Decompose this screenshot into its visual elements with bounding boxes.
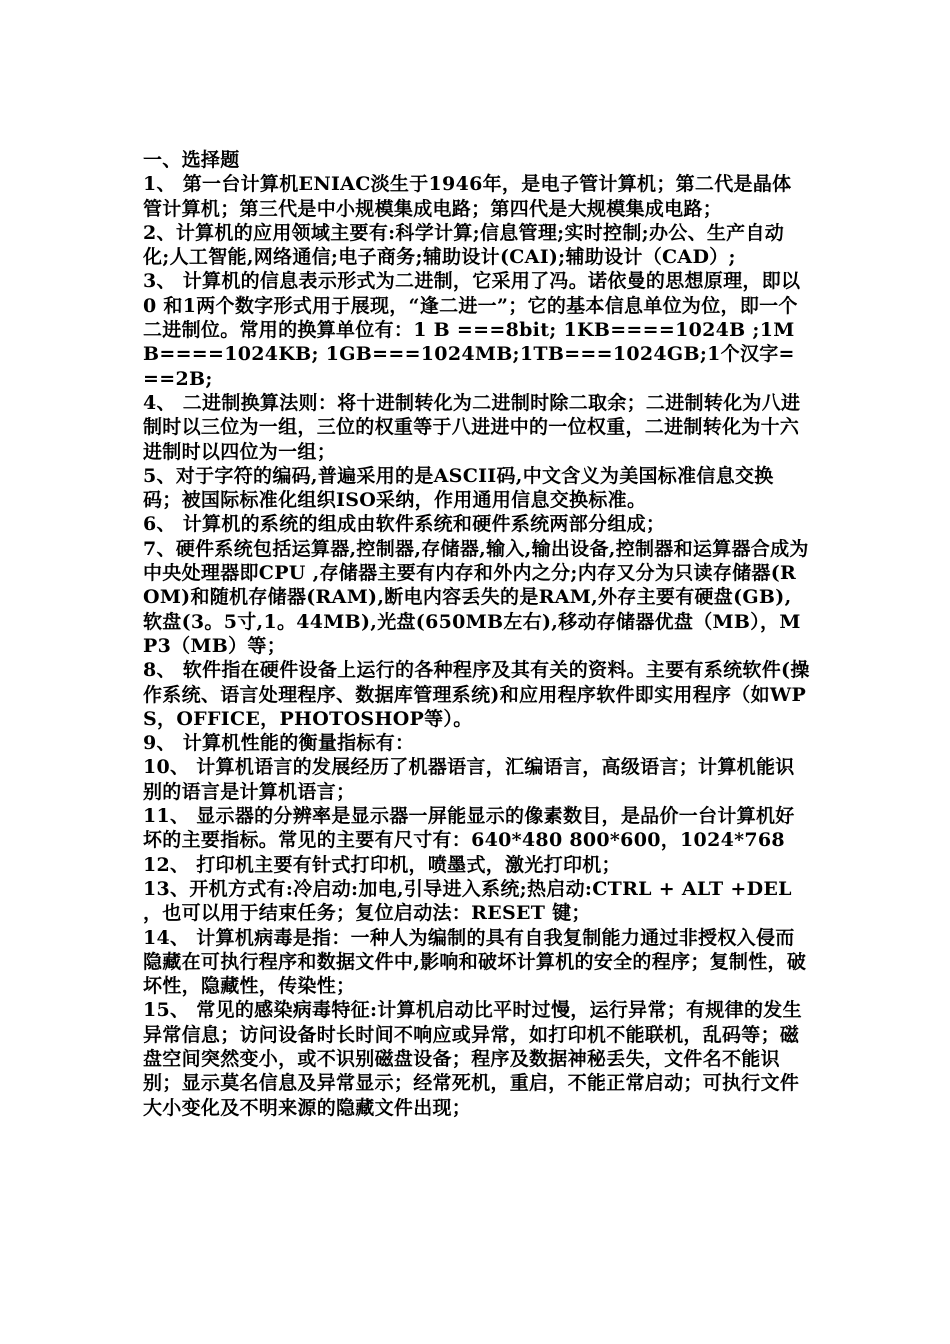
- paragraph-item-1: 1、 第一台计算机ENIAC淡生于1946年，是电子管计算机；第二代是晶体管计算机；第三代是中小规模集成电路；第四代是大规模集成电路；: [143, 173, 792, 220]
- paragraph-item-14: 14、 计算机病毒是指：一种人为编制的具有自我复制能力通过非授权入侵而隐藏在可执行程序和数据文件中,影响和破坏计算机的安全的程序；复制性，破坏性，隐藏性，传染性；: [143, 926, 807, 998]
- paragraph-item-15: 15、 常见的感染病毒特征:计算机启动比平时过慢，运行异常；有规律的发生异常信息；访问设备时长时间不响应或异常，如打印机不能联机，乱码等；磁盘空间突然变小，或不识别磁盘设备；程序及数据神秘丢失，文件名不能识别；显示莫名信息及异常显示；经常死机，重启，不能正常启动；可执行文件大小变化及不明来源的隐藏文件出现；: [143, 999, 802, 1119]
- paragraph-item-7: 7、硬件系统包括运算器,控制器,存储器,输入,输出设备,控制器和运算器合成为中央处理器即CPU ,存储器主要有内存和外内之分;内存又分为只读存储器(ROM)和随机存储器(RAM),断电内容丢失的是RAM,外存主要有硬盘(GB),软盘(3。5寸,1。44MB),光盘(650MB左右),移动存储器优盘（MB），MP3（MB）等；: [143, 537, 809, 657]
- paragraph-item-11: 11、 显示器的分辨率是显示器一屏能显示的像素数目，是品价一台计算机好坏的主要指标。常见的主要有尺寸有：640*480 800*600，1024*768: [143, 805, 795, 852]
- paragraph-item-2: 2、计算机的应用领域主要有:科学计算;信息管理;实时控制;办公、生产自动化;人工智能,网络通信;电子商务;辅助设计(CAI);辅助设计（CAD）;: [143, 221, 785, 269]
- paragraph-item-8: 8、 软件指在硬件设备上运行的各种程序及其有关的资料。主要有系统软件(操作系统、语言处理程序、数据库管理系统)和应用程序软件即实用程序（如WPS，OFFICE，PHOTOSHOP等）。: [143, 659, 810, 730]
- paragraph-item-5: 5、对于字符的编码,普遍采用的是ASCII码,中文含义为美国标准信息交换码；被国际标准化组织ISO采纳，作用通用信息交换标准。: [143, 464, 774, 512]
- paragraph-item-13: 13、开机方式有:冷启动:加电,引导进入系统;热启动:CTRL + ALT +DEL ，也可以用于结束任务；复位启动法：RESET 键；: [143, 877, 792, 925]
- paragraph-item-3: 3、 计算机的信息表示形式为二进制，它采用了冯。诺依曼的思想原理，即以0 和1两个数字形式用于展现，“逢二进一”；它的基本信息单位为位，即一个二进制位。常用的换算单位有：1 B ===8bit; 1KB====1024B ;1MB====1024KB; 1GB===1024MB;1TB===1024GB;1个汉字===2B;: [143, 270, 801, 390]
- paragraph-item-10: 10、 计算机语言的发展经历了机器语言，汇编语言，高级语言；计算机能识别的语言是计算机语言；: [143, 756, 795, 803]
- paragraph-item-6: 6、 计算机的系统的组成由软件系统和硬件系统两部分组成；: [143, 513, 666, 536]
- paragraph-item-4: 4、 二进制换算法则：将十进制转化为二进制时除二取余；二进制转化为八进制时以三位为一组，三位的权重等于八进进中的一位权重，二进制转化为十六进制时以四位为一组；: [143, 391, 801, 463]
- document-body: [143, 148, 810, 1120]
- section-heading: 一、选择题: [143, 149, 240, 171]
- paragraph-item-12: 12、 打印机主要有针式打印机，喷墨式，激光打印机；: [143, 853, 621, 876]
- paragraph-item-9: 9、 计算机性能的衡量指标有：: [143, 732, 415, 755]
